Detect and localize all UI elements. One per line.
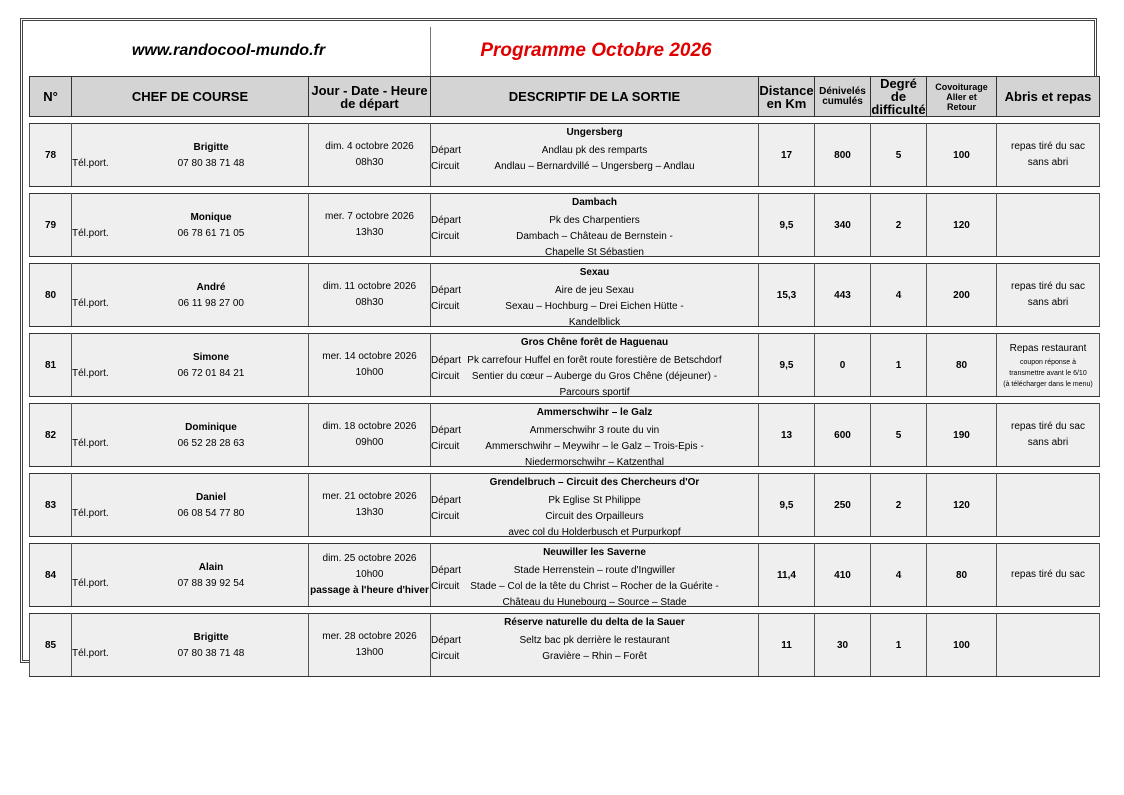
col-chef: CHEF DE COURSE [72, 77, 309, 117]
outing-number: 82 [30, 404, 72, 467]
outing-day: dim. 4 octobre 2026 [325, 141, 414, 152]
outing-carpool: 120 [927, 474, 997, 537]
date-cell [309, 544, 431, 607]
abris-line1: repas tiré du sac [1011, 141, 1085, 152]
depart-label: Départ [431, 215, 462, 226]
chef-name: André [196, 282, 226, 293]
outing-title: Ungersberg [566, 127, 623, 138]
chef-cell [72, 194, 309, 257]
outing-title: Grendelbruch – Circuit des Chercheurs d'Or [489, 477, 700, 488]
outing-number: 79 [30, 194, 72, 257]
outing-circuit: Stade – Col de la tête du Christ – Rocher de la Guérite - [470, 581, 719, 592]
outing-elevation: 800 [815, 124, 871, 187]
outing-elevation: 340 [815, 194, 871, 257]
outing-elevation: 443 [815, 264, 871, 327]
tel-label: Tél.port. [72, 298, 109, 309]
outing-depart: Seltz bac pk derrière le restaurant [519, 635, 670, 646]
outing-depart: Pk des Charpentiers [549, 215, 640, 226]
circuit-label: Circuit [431, 371, 460, 382]
depart-label: Départ [431, 425, 462, 436]
date-cell [309, 404, 431, 467]
outing-depart: Andlau pk des remparts [541, 145, 648, 156]
tel-label: Tél.port. [72, 368, 109, 379]
outing-distance: 9,5 [759, 334, 815, 397]
abris-cell [997, 264, 1100, 327]
table-row [30, 614, 1100, 677]
col-dist-l2: en Km [766, 95, 807, 111]
outing-circuit: Gravière – Rhin – Forêt [542, 651, 647, 662]
abris-cell [997, 194, 1100, 257]
chef-phone: 06 72 01 84 21 [177, 368, 245, 379]
outing-elevation: 410 [815, 544, 871, 607]
abris-line1: repas tiré du sac [1011, 421, 1085, 432]
outing-title: Neuwiller les Saverne [543, 547, 646, 558]
outing-carpool: 100 [927, 614, 997, 677]
col-deniv-l2: cumulés [822, 95, 863, 107]
outing-difficulty: 1 [871, 334, 927, 397]
col-num: N° [30, 77, 72, 117]
abris-small2: transmettre avant le 6/10 [1009, 369, 1087, 377]
outing-difficulty: 2 [871, 194, 927, 257]
circuit-label: Circuit [431, 231, 460, 242]
tel-label: Tél.port. [72, 228, 109, 239]
date-cell [309, 334, 431, 397]
chef-cell [72, 614, 309, 677]
col-dist-l1: Distance [759, 82, 814, 98]
abris-cell [997, 404, 1100, 467]
outing-elevation: 0 [815, 334, 871, 397]
table-row [30, 264, 1100, 327]
table-row [30, 474, 1100, 537]
chef-cell [72, 264, 309, 327]
outing-number: 84 [30, 544, 72, 607]
program-sheet [20, 18, 1097, 663]
depart-label: Départ [431, 565, 462, 576]
outing-carpool: 200 [927, 264, 997, 327]
table-row [30, 194, 1100, 257]
outing-difficulty: 2 [871, 474, 927, 537]
outing-time: 10h00 [355, 569, 384, 580]
desc-cell [431, 614, 759, 677]
outing-difficulty: 4 [871, 544, 927, 607]
abris-line2: sans abri [1027, 297, 1069, 308]
outing-depart: Stade Herrenstein – route d'Ingwiller [513, 565, 676, 576]
chef-name: Monique [190, 212, 232, 223]
chef-name: Simone [192, 352, 230, 363]
abris-line2: sans abri [1027, 437, 1069, 448]
desc-cell [431, 194, 759, 257]
circuit-label: Circuit [431, 301, 460, 312]
circuit-label: Circuit [431, 511, 460, 522]
tel-label: Tél.port. [72, 438, 109, 449]
abris-cell [997, 334, 1100, 397]
chef-cell [72, 474, 309, 537]
depart-label: Départ [431, 285, 462, 296]
desc-cell [431, 404, 759, 467]
program-title: Programme Octobre 2026 [480, 40, 712, 61]
col-abris: Abris et repas [997, 77, 1100, 117]
outing-carpool: 190 [927, 404, 997, 467]
outing-circuit: Sentier du cœur – Auberge du Gros Chêne (déjeuner) - [471, 371, 718, 382]
abris-line1: repas tiré du sac [1011, 569, 1085, 580]
tel-label: Tél.port. [72, 508, 109, 519]
outing-circuit-cont: Parcours sportif [559, 387, 630, 398]
site-url[interactable]: www.randocool-mundo.fr [131, 42, 326, 59]
outing-time: 13h30 [355, 507, 384, 518]
desc-cell [431, 544, 759, 607]
col-dist [759, 77, 815, 117]
outing-distance: 11 [759, 614, 815, 677]
outing-distance: 13 [759, 404, 815, 467]
chef-phone: 06 52 28 28 63 [177, 438, 245, 449]
outing-carpool: 80 [927, 334, 997, 397]
abris-line2: sans abri [1027, 157, 1069, 168]
outing-elevation: 600 [815, 404, 871, 467]
outing-time: 08h30 [355, 297, 384, 308]
circuit-label: Circuit [431, 441, 460, 452]
outing-day: dim. 18 octobre 2026 [322, 421, 417, 432]
date-cell [309, 194, 431, 257]
abris-line1: Repas restaurant [1009, 342, 1087, 354]
depart-label: Départ [431, 355, 462, 366]
outing-day: mer. 7 octobre 2026 [325, 211, 414, 222]
col-covoit-l1: Covoiturage [935, 81, 988, 92]
col-degre [871, 77, 927, 117]
header-row [30, 77, 1100, 117]
outing-difficulty: 4 [871, 264, 927, 327]
circuit-label: Circuit [431, 161, 460, 172]
outing-difficulty: 1 [871, 614, 927, 677]
chef-cell [72, 404, 309, 467]
outing-day: mer. 28 octobre 2026 [322, 631, 417, 642]
table-row [30, 124, 1100, 187]
outing-distance: 17 [759, 124, 815, 187]
col-deniv-l1: Dénivelés [819, 85, 866, 97]
circuit-label: Circuit [431, 651, 460, 662]
col-date-l2: de départ [340, 95, 399, 111]
outing-time: 13h00 [355, 647, 384, 658]
outing-distance: 9,5 [759, 194, 815, 257]
outing-day: dim. 11 octobre 2026 [322, 281, 417, 292]
outing-circuit: Dambach – Château de Bernstein - [516, 231, 673, 242]
outing-circuit-cont: Niedermorschwihr – Katzenthal [525, 457, 664, 468]
outing-number: 80 [30, 264, 72, 327]
outing-title: Gros Chêne forêt de Haguenau [520, 337, 669, 348]
table-row [30, 334, 1100, 397]
chef-cell [72, 334, 309, 397]
outing-note: passage à l'heure d'hiver [310, 585, 429, 596]
desc-cell [431, 474, 759, 537]
chef-phone: 07 88 39 92 54 [177, 578, 245, 589]
outing-depart: Pk Eglise St Philippe [548, 495, 641, 506]
outing-distance: 9,5 [759, 474, 815, 537]
outing-circuit: Ammerschwihr – Meywihr – le Galz – Trois-Epis - [485, 441, 704, 452]
chef-name: Daniel [195, 492, 226, 503]
outing-day: mer. 21 octobre 2026 [322, 491, 417, 502]
chef-name: Brigitte [193, 632, 229, 643]
abris-cell [997, 614, 1100, 677]
circuit-label: Circuit [431, 581, 460, 592]
abris-small1: coupon réponse à [1019, 358, 1077, 366]
col-desc: DESCRIPTIF DE LA SORTIE [431, 77, 759, 117]
outing-distance: 15,3 [759, 264, 815, 327]
outing-depart: Pk carrefour Huffel en forêt route forestière de Betschdorf [467, 355, 722, 366]
desc-cell [431, 264, 759, 327]
chef-cell [72, 544, 309, 607]
tel-label: Tél.port. [72, 578, 109, 589]
outing-difficulty: 5 [871, 404, 927, 467]
outing-day: mer. 14 octobre 2026 [322, 351, 417, 362]
outing-carpool: 80 [927, 544, 997, 607]
col-covoit [927, 77, 997, 117]
chef-phone: 07 80 38 71 48 [177, 158, 245, 169]
col-covoit-l2: Aller et [946, 91, 977, 102]
outing-time: 09h00 [355, 437, 384, 448]
date-cell [309, 264, 431, 327]
outing-difficulty: 5 [871, 124, 927, 187]
outing-circuit-cont: Château du Hunebourg – Source – Stade [502, 597, 687, 608]
outing-title: Sexau [579, 267, 610, 278]
col-date [309, 77, 431, 117]
outing-title: Ammerschwihr – le Galz [536, 407, 653, 418]
depart-label: Départ [431, 635, 462, 646]
outing-number: 78 [30, 124, 72, 187]
chef-cell [72, 124, 309, 187]
outing-depart: Aire de jeu Sexau [555, 285, 634, 296]
abris-line1: repas tiré du sac [1011, 281, 1085, 292]
depart-label: Départ [431, 495, 462, 506]
outing-carpool: 120 [927, 194, 997, 257]
abris-cell [997, 124, 1100, 187]
col-deniv [815, 77, 871, 117]
outing-time: 13h30 [355, 227, 384, 238]
date-cell [309, 474, 431, 537]
date-cell [309, 124, 431, 187]
abris-cell [997, 544, 1100, 607]
outing-circuit: Sexau – Hochburg – Drei Eichen Hütte - [505, 301, 684, 312]
col-degre-l2: difficulté [871, 102, 926, 117]
outing-circuit: Circuit des Orpailleurs [545, 511, 644, 522]
outing-circuit-cont: avec col du Holderbusch et Purpurkopf [508, 527, 681, 538]
desc-cell [431, 124, 759, 187]
desc-cell [431, 334, 759, 397]
outing-number: 85 [30, 614, 72, 677]
chef-name: Alain [198, 562, 224, 573]
col-date-l1: Jour - Date - Heure [311, 82, 428, 98]
outing-number: 81 [30, 334, 72, 397]
depart-label: Départ [431, 145, 462, 156]
outing-circuit: Andlau – Bernardvillé – Ungersberg – Andlau [494, 161, 695, 172]
abris-small3: (à télécharger dans le menu) [1003, 380, 1093, 388]
outing-circuit-cont: Chapelle St Sébastien [545, 247, 644, 258]
outing-carpool: 100 [927, 124, 997, 187]
chef-phone: 06 11 98 27 00 [178, 298, 244, 309]
tel-label: Tél.port. [72, 648, 109, 659]
chef-phone: 06 08 54 77 80 [177, 508, 245, 519]
outing-elevation: 250 [815, 474, 871, 537]
outing-depart: Ammerschwihr 3 route du vin [529, 425, 660, 436]
abris-cell [997, 474, 1100, 537]
outing-title: Réserve naturelle du delta de la Sauer [504, 617, 685, 628]
chef-name: Dominique [185, 422, 237, 433]
chef-name: Brigitte [193, 142, 229, 153]
outing-number: 83 [30, 474, 72, 537]
outing-title: Dambach [571, 197, 617, 208]
chef-phone: 07 80 38 71 48 [177, 648, 245, 659]
outing-elevation: 30 [815, 614, 871, 677]
outing-time: 08h30 [355, 157, 384, 168]
outing-day: dim. 25 octobre 2026 [322, 553, 417, 564]
table-row [30, 544, 1100, 607]
table-row [30, 404, 1100, 467]
outing-time: 10h00 [355, 367, 384, 378]
col-degre-l1: Degré de [880, 76, 917, 104]
chef-phone: 06 78 61 71 05 [177, 228, 245, 239]
col-covoit-l3: Retour [947, 101, 976, 112]
outing-distance: 11,4 [759, 544, 815, 607]
outings-table [29, 76, 1100, 677]
date-cell [309, 614, 431, 677]
outing-circuit-cont: Kandelblick [568, 317, 621, 328]
tel-label: Tél.port. [72, 158, 109, 169]
